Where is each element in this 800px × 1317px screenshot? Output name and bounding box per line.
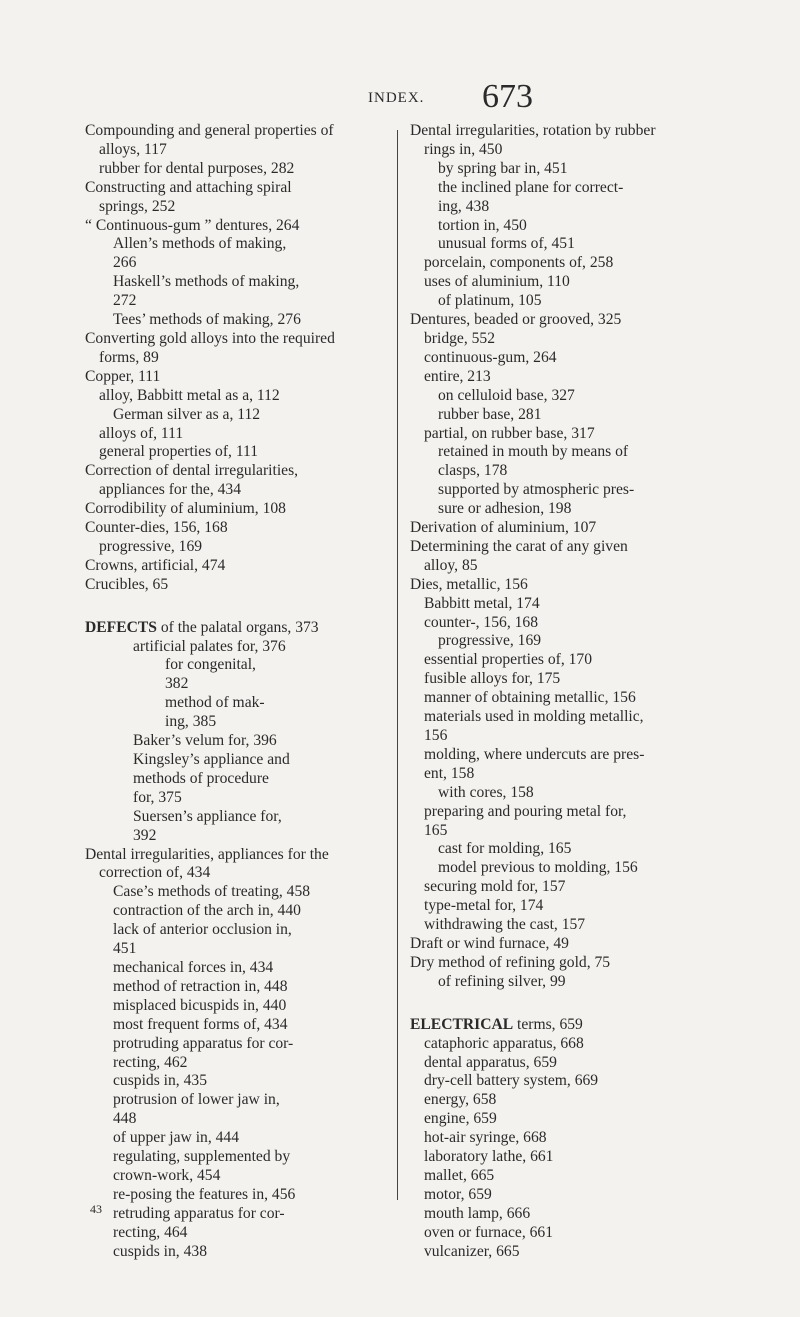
index-entry: model previous to molding, 156 bbox=[438, 859, 638, 877]
index-entry: Kingsley’s appliance and bbox=[133, 751, 290, 768]
index-entry: recting, 464 bbox=[113, 1223, 188, 1241]
index-entry: contraction of the arch in, 440 bbox=[113, 902, 301, 920]
index-entry: Tees’ methods of making, 276 bbox=[113, 311, 301, 329]
index-entry: bridge, 552 bbox=[424, 329, 496, 347]
index-entry: 392 bbox=[133, 826, 157, 844]
index-entry: vulcanizer, 665 bbox=[424, 1242, 520, 1260]
index-entry: withdrawing the cast, 157 bbox=[424, 916, 586, 934]
index-entry: retruding apparatus for cor- bbox=[113, 1204, 285, 1222]
index-entry: dental apparatus, 659 bbox=[424, 1053, 557, 1071]
section-heading: DEFECTS bbox=[85, 618, 157, 636]
index-entry: type-metal for, 174 bbox=[424, 897, 544, 915]
index-entry: motor, 659 bbox=[424, 1185, 492, 1203]
index-entry: rings in, 450 bbox=[424, 140, 503, 158]
index-entry: methods of procedure bbox=[133, 769, 269, 787]
index-entry: appliances for the, 434 bbox=[99, 481, 242, 499]
index-entry: forms, 89 bbox=[99, 348, 159, 366]
index-entry: method of mak- bbox=[165, 694, 265, 712]
index-entry: of upper jaw in, 444 bbox=[113, 1129, 240, 1147]
index-entry: ent, 158 bbox=[424, 764, 475, 782]
index-entry: artificial palates for, 376 bbox=[133, 637, 286, 655]
index-entry: engine, 659 bbox=[424, 1110, 497, 1128]
index-entry: Determining the carat of any given bbox=[410, 537, 628, 555]
index-entry: the inclined plane for correct- bbox=[438, 178, 624, 196]
index-entry: energy, 658 bbox=[424, 1091, 497, 1109]
index-entry-text: of the palatal organs, 373 bbox=[156, 618, 319, 636]
index-entry: 382 bbox=[165, 675, 189, 693]
index-entry: uses of aluminium, 110 bbox=[424, 273, 570, 291]
index-entry: preparing and pouring metal for, bbox=[424, 802, 627, 820]
index-entry: Haskell’s methods of making, bbox=[113, 273, 300, 291]
index-entry: of refining silver, 99 bbox=[438, 972, 566, 990]
index-entry: counter-, 156, 168 bbox=[424, 613, 539, 631]
index-entry: Suersen’s appliance for, bbox=[133, 807, 282, 825]
index-entry: 451 bbox=[113, 940, 137, 958]
index-entry: lack of anterior occlusion in, bbox=[113, 921, 292, 939]
index-entry: porcelain, components of, 258 bbox=[424, 254, 614, 272]
index-entry: Draft or wind furnace, 49 bbox=[410, 934, 569, 952]
index-entry: alloys, 117 bbox=[99, 140, 167, 158]
index-entry: with cores, 158 bbox=[438, 783, 534, 801]
index-entry: supported by atmospheric pres- bbox=[438, 481, 635, 499]
index-entry: ing, 385 bbox=[165, 713, 217, 731]
index-entry: Dental irregularities, appliances for the bbox=[85, 845, 329, 863]
index-entry: progressive, 169 bbox=[99, 537, 203, 555]
index-entry: rubber for dental purposes, 282 bbox=[99, 159, 295, 177]
index-entry: Crowns, artificial, 474 bbox=[85, 556, 226, 574]
index-entry: of platinum, 105 bbox=[438, 292, 542, 310]
index-entry: essential properties of, 170 bbox=[424, 651, 593, 669]
index-entry: securing mold for, 157 bbox=[424, 878, 566, 896]
index-entry: most frequent forms of, 434 bbox=[113, 1015, 288, 1033]
index-entry: Compounding and general properties of bbox=[85, 122, 334, 139]
index-entry: clasps, 178 bbox=[438, 462, 508, 480]
index-entry: 272 bbox=[113, 292, 137, 310]
index-entry: sure or adhesion, 198 bbox=[438, 500, 572, 518]
index-entry: Allen’s methods of making, bbox=[113, 235, 287, 253]
index-entry: partial, on rubber base, 317 bbox=[424, 424, 595, 442]
index-entry: 448 bbox=[113, 1110, 137, 1128]
index-entry: alloy, Babbitt metal as a, 112 bbox=[99, 386, 280, 404]
index-entry bbox=[410, 1016, 725, 1035]
index-entry: Dental irregularities, rotation by rubber bbox=[410, 122, 656, 139]
index-column-right bbox=[410, 122, 725, 1261]
index-entry bbox=[85, 619, 385, 638]
index-entry: unusual forms of, 451 bbox=[438, 235, 575, 253]
index-entry: correction of, 434 bbox=[99, 864, 211, 882]
index-entry: on celluloid base, 327 bbox=[438, 386, 575, 404]
index-entry: misplaced bicuspids in, 440 bbox=[113, 996, 287, 1014]
index-entry: materials used in molding metallic, bbox=[424, 708, 644, 726]
signature-mark: 43 bbox=[90, 1202, 102, 1216]
index-entry: Crucibles, 65 bbox=[85, 575, 169, 593]
index-entry: Copper, 111 bbox=[85, 367, 161, 385]
index-entry: method of retraction in, 448 bbox=[113, 977, 288, 995]
index-entry: progressive, 169 bbox=[438, 632, 542, 650]
index-entry: protruding apparatus for cor- bbox=[113, 1034, 294, 1052]
index-entry: mallet, 665 bbox=[424, 1166, 495, 1184]
index-entry: 156 bbox=[424, 727, 448, 744]
index-entry: for congenital, bbox=[165, 656, 256, 674]
index-entry: fusible alloys for, 175 bbox=[424, 670, 561, 688]
index-entry: cataphoric apparatus, 668 bbox=[424, 1034, 584, 1052]
index-entry: mechanical forces in, 434 bbox=[113, 958, 274, 976]
section-heading: ELECTRICAL bbox=[410, 1015, 514, 1033]
index-entry: general properties of, 111 bbox=[99, 443, 259, 461]
index-entry: rubber base, 281 bbox=[438, 405, 542, 423]
index-entry: regulating, supplemented by bbox=[113, 1148, 291, 1166]
index-column-left bbox=[85, 122, 385, 1261]
index-entry: Dies, metallic, 156 bbox=[410, 575, 528, 593]
page-header bbox=[0, 78, 800, 118]
index-entry: protrusion of lower jaw in, bbox=[113, 1091, 280, 1109]
index-entry: crown-work, 454 bbox=[113, 1166, 221, 1184]
index-entry: Dry method of refining gold, 75 bbox=[410, 953, 611, 971]
page-number: 673 bbox=[482, 78, 533, 115]
section-gap bbox=[85, 595, 385, 619]
index-entry: by spring bar in, 451 bbox=[438, 159, 568, 177]
index-entry-text: terms, 659 bbox=[513, 1015, 583, 1033]
index-entry: retained in mouth by means of bbox=[438, 443, 629, 461]
index-entry: mouth lamp, 666 bbox=[424, 1204, 531, 1222]
index-entry: dry-cell battery system, 669 bbox=[424, 1072, 599, 1090]
index-entry: “ Continuous-gum ” dentures, 264 bbox=[85, 216, 300, 234]
index-entry: continuous-gum, 264 bbox=[424, 348, 557, 366]
index-entry: German silver as a, 112 bbox=[113, 405, 261, 423]
index-entry: cast for molding, 165 bbox=[438, 840, 572, 858]
index-entry: Converting gold alloys into the required bbox=[85, 329, 335, 347]
index-entry: alloys of, 111 bbox=[99, 424, 184, 442]
index-entry: ing, 438 bbox=[438, 197, 490, 215]
index-entry: cuspids in, 435 bbox=[113, 1072, 207, 1090]
column-divider bbox=[397, 130, 398, 1200]
index-entry: Constructing and attaching spiral bbox=[85, 178, 292, 196]
index-entry: tortion in, 450 bbox=[438, 216, 527, 234]
page-title: INDEX. bbox=[368, 90, 425, 106]
index-entry: re-posing the features in, 456 bbox=[113, 1185, 296, 1203]
index-entry: Derivation of aluminium, 107 bbox=[410, 519, 597, 537]
index-entry: for, 375 bbox=[133, 788, 182, 806]
section-gap bbox=[410, 992, 725, 1016]
index-entry: Counter-dies, 156, 168 bbox=[85, 519, 228, 537]
index-entry: Case’s methods of treating, 458 bbox=[113, 883, 311, 901]
index-entry: manner of obtaining metallic, 156 bbox=[424, 689, 636, 707]
index-entry: alloy, 85 bbox=[424, 556, 478, 574]
index-entry: Corrodibility of aluminium, 108 bbox=[85, 500, 286, 518]
index-entry: springs, 252 bbox=[99, 197, 176, 215]
index-entry: Babbitt metal, 174 bbox=[424, 594, 540, 612]
index-entry: molding, where undercuts are pres- bbox=[424, 745, 645, 763]
index-entry: 165 bbox=[424, 821, 448, 839]
index-entry: hot-air syringe, 668 bbox=[424, 1129, 547, 1147]
index-entry: cuspids in, 438 bbox=[113, 1242, 207, 1260]
index-entry: entire, 213 bbox=[424, 367, 491, 385]
index-entry: recting, 462 bbox=[113, 1053, 188, 1071]
index-entry: 266 bbox=[113, 254, 137, 272]
index-entry: laboratory lathe, 661 bbox=[424, 1148, 554, 1166]
index-entry: oven or furnace, 661 bbox=[424, 1223, 554, 1241]
index-entry: Dentures, beaded or grooved, 325 bbox=[410, 311, 622, 329]
index-entry: Baker’s velum for, 396 bbox=[133, 732, 277, 750]
index-entry: Correction of dental irregularities, bbox=[85, 462, 299, 480]
